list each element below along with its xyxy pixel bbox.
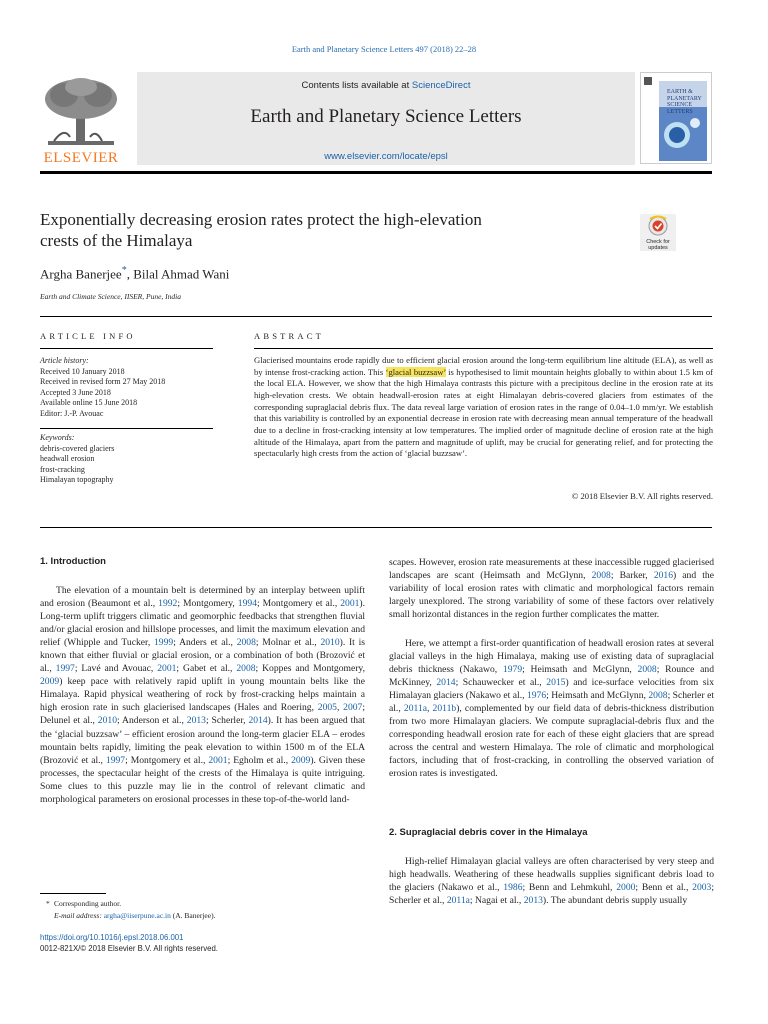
- email-owner: (A. Banerjee).: [170, 911, 216, 920]
- citation-year-link[interactable]: 2013: [186, 715, 206, 727]
- paragraph-text: ; Egholm et al.,: [227, 754, 292, 766]
- paragraph-text: ; Benn and Lehmkuhl,: [522, 882, 617, 894]
- paragraph-text: ; Barker,: [610, 570, 654, 582]
- article-history-label: Article history:: [40, 356, 89, 365]
- body-paragraph: [389, 556, 714, 621]
- contents-prefix: Contents lists available at: [301, 80, 412, 91]
- paragraph-text: ; Nagai et al.,: [469, 895, 524, 907]
- section-heading-introduction: 1. Introduction: [40, 556, 106, 567]
- paragraph-text: ). Given these processes, the spectacular height of the crests of the Himalaya is quite intriguing. Some clues to this puzzle may lie in the control of relevant climatic and morphological parameters on erosional processes in these top-of-the-world land-: [40, 754, 365, 805]
- citation-year-link[interactable]: 2013: [523, 895, 543, 907]
- elsevier-wordmark: ELSEVIER: [43, 150, 119, 166]
- citation-year-link[interactable]: 2005: [317, 702, 337, 714]
- journal-citation[interactable]: Earth and Planetary Science Letters 497 (2018) 22–28: [291, 44, 477, 54]
- paragraph-text: ), complemented by our field data of debris-thickness distribution from two more Himalayan glaciers. We compute supraglacial-debris flux and the corresponding headwall erosion rate for each of these eight glaciers that are spread across the central and western Himalaya. The role of climatic and morphological factors, including that of frost-cracking, in controlling the observed variation of erosion rates is investigated.: [389, 703, 715, 780]
- paragraph-text: The elevation of a mountain belt is determined by an interplay between uplift and erosion (: [40, 585, 365, 610]
- history-item: Available online 15 June 2018: [40, 398, 138, 407]
- keywords-label: Keywords:: [40, 433, 75, 442]
- paragraph-text: ; Delunel et al.,: [40, 702, 366, 727]
- keyword: headwall erosion: [40, 454, 95, 463]
- paragraph-text: ; Scherler et al.,: [389, 690, 714, 715]
- history-item: Accepted 3 June 2018: [40, 387, 111, 397]
- article-title: [40, 209, 600, 251]
- citation-year-link[interactable]: 2008: [236, 637, 256, 649]
- citation-year-link[interactable]: 1997: [105, 754, 126, 766]
- paragraph-text: ,: [336, 702, 344, 714]
- section-heading-supraglacial: 2. Supraglacial debris cover in the Himalaya: [389, 827, 588, 838]
- body-paragraph: [389, 637, 714, 781]
- author-name: Bilal Ahmad Wani: [133, 266, 230, 282]
- sciencedirect-link[interactable]: ScienceDirect: [411, 80, 471, 91]
- footnote-rule: [40, 893, 106, 894]
- paragraph-text: ; Gabet et al.,: [176, 663, 237, 675]
- body-rule: [40, 527, 712, 528]
- citation-year-link[interactable]: 2001: [340, 598, 360, 610]
- paragraph-text: ; Molnar et al.,: [255, 637, 321, 649]
- article-info-rule: [40, 348, 213, 349]
- paragraph-text: ; Scherler,: [205, 715, 249, 727]
- citation-year-link[interactable]: 1976: [526, 690, 547, 702]
- paragraph-text: ). It is known that either fluvial or glacial erosion, or a combination of both (Brozović et al.,: [40, 637, 365, 675]
- citation-year-link[interactable]: 1992: [158, 598, 178, 610]
- citation-year-link[interactable]: 2001: [208, 754, 228, 766]
- paragraph-text: ; Montgomery et al.,: [256, 598, 341, 610]
- footnote-text: Corresponding author.: [54, 899, 122, 908]
- keyword: Himalayan topography: [40, 475, 114, 484]
- paragraph-text: ; Benn et al.,: [635, 882, 693, 894]
- paragraph-text: ; Koppes and Montgomery,: [255, 663, 366, 675]
- citation-year-link[interactable]: 2008: [637, 664, 657, 676]
- paragraph-text: ; Rounce and McKinney,: [389, 664, 714, 689]
- citation-year-link[interactable]: 1997: [55, 663, 75, 675]
- citation-year-link[interactable]: 2008: [591, 570, 611, 582]
- highlighted-term[interactable]: ‘glacial buzzsaw’: [385, 366, 446, 377]
- paragraph-text: Here, we attempt a first-order quantification of headwall erosion rates at several glacial valleys in the high Himalaya, making use of existing data of supraglacial debris thickness (Nakawo,: [389, 638, 714, 676]
- journal-name: Earth and Planetary Science Letters: [250, 106, 522, 127]
- paragraph-text: ; Heimsath and McGlynn,: [546, 690, 649, 702]
- paragraph-text: ; Anderson et al.,: [116, 715, 187, 727]
- paragraph-text: ; Schauwecker et al.,: [455, 677, 547, 689]
- header-rule: [40, 171, 712, 174]
- footnote-email: [54, 911, 215, 920]
- paragraph-text: ) and the variability of local erosion rates with climatic and morphological factors remain largely unexplored. The strong variability of some of these factors over relatively small horizontal distances in the region further complicates the matter.: [389, 570, 714, 621]
- contents-line: [137, 80, 635, 91]
- check-for-updates-label: Check for updates: [640, 239, 676, 251]
- citation-year-link[interactable]: 2010: [320, 637, 340, 649]
- citation-year-link[interactable]: 1986: [503, 882, 523, 894]
- keywords-block: [40, 433, 114, 486]
- footnote-mark: *: [46, 899, 50, 908]
- citation-year-link[interactable]: 2007: [343, 702, 363, 714]
- issn-copyright: 0012-821X/© 2018 Elsevier B.V. All rights reserved.: [40, 944, 218, 953]
- citation-year-link[interactable]: 2011a: [403, 703, 427, 715]
- citation-year-link[interactable]: 2003: [692, 882, 712, 894]
- citation-year-link[interactable]: 2000: [616, 882, 636, 894]
- history-item: Received 10 January 2018: [40, 366, 125, 376]
- paragraph-text: ; Scherler et al.,: [389, 882, 714, 907]
- citation-year-link[interactable]: 2014: [436, 677, 456, 689]
- citation-year-link[interactable]: 2015: [546, 677, 566, 689]
- paragraph-text: ; Anders et al.,: [173, 637, 237, 649]
- citation-year-link[interactable]: 1999: [154, 637, 174, 649]
- citation-year-link[interactable]: 2010: [97, 715, 117, 727]
- citation-year-link[interactable]: 2009: [40, 676, 60, 688]
- article-title-line1: Exponentially decreasing erosion rates protect the high-elevation: [40, 210, 482, 229]
- keyword: debris-covered glaciers: [40, 443, 115, 453]
- citation-year-link[interactable]: 1979: [502, 664, 523, 676]
- citation-year-link[interactable]: 2008: [236, 663, 256, 675]
- citation-year-link[interactable]: 2009: [291, 754, 311, 766]
- citation-year-link[interactable]: 2001: [157, 663, 177, 675]
- footnote-corresponding: [40, 899, 121, 908]
- citation-year-link[interactable]: 2016: [653, 570, 673, 582]
- citation-year-link[interactable]: 1994: [237, 598, 257, 610]
- paragraph-text: ; Montgomery,: [177, 598, 238, 610]
- paragraph-text: ). Long-term uplift triggers climatic and geomorphic feedbacks that strengthen fluvial and/or glacial erosion and hillslope processes, and limit the maximum elevation and relief (Whipple and Tucker,: [40, 598, 365, 649]
- paragraph-text: ) and ice-surface velocities from six Himalayan glaciers (Nakawo et al.,: [389, 677, 714, 702]
- abstract-heading: ABSTRACT: [254, 331, 324, 341]
- author-list: [40, 265, 229, 282]
- article-title-line2: crests of the Himalaya: [40, 231, 193, 250]
- citation-year-link[interactable]: 2014: [248, 715, 268, 727]
- keywords-rule: [40, 428, 213, 429]
- doi-link[interactable]: https://doi.org/10.1016/j.epsl.2018.06.001: [40, 933, 184, 942]
- paragraph-text: ,: [426, 703, 433, 715]
- author-name: Argha Banerjee: [40, 266, 122, 282]
- abstract-part: Glacierised mountains erode rapidly due to efficient glacial erosion around the long-term equilibrium line altitude (ELA), as well as by intense frost-cracking action. This: [254, 355, 713, 377]
- paragraph-text: High-relief Himalayan glacial valleys are often characterised by very steep and high headwalls. Weathering of these headwalls supplies significant debris load to the glaciers (Nakawo et al.,: [389, 856, 714, 894]
- paragraph-text: ). The abundant debris supply usually: [542, 895, 688, 907]
- article-info-heading: ARTICLE INFO: [40, 331, 136, 341]
- intro-paragraph: [40, 584, 365, 806]
- author-email-link[interactable]: argha@iiserpune.ac.in: [103, 911, 171, 920]
- abstract-copyright: © 2018 Elsevier B.V. All rights reserved.: [571, 491, 713, 501]
- journal-cover[interactable]: [640, 72, 712, 164]
- abstract-text: [254, 355, 713, 460]
- journal-url-link[interactable]: www.elsevier.com/locate/epsl: [324, 151, 448, 162]
- author-separator: ,: [126, 266, 134, 282]
- paragraph-text: ) keep pace with relatively rapid uplift in young mountain belts like the Himalaya. Rapid physical weathering of rock by frost-cracking helps maintain a high erosion rate in such glacierised landscapes (Hales and Roering,: [40, 676, 365, 714]
- affiliation: Earth and Climate Science, IISER, Pune, India: [40, 292, 182, 301]
- paragraph-text: Beaumont et al.,: [91, 598, 159, 610]
- cover-title: EARTH & PLANETARY SCIENCE LETTERS: [667, 89, 702, 115]
- paragraph-text: ; Montgomery et al.,: [125, 754, 209, 766]
- paragraph-text: ; Heimsath and McGlynn,: [522, 664, 638, 676]
- paragraph-text: scapes. However, erosion rate measurements at these inaccessible rugged glacierised landscapes are scant (Heimsath and McGlynn,: [389, 557, 714, 582]
- paragraph-text: ). It has been argued that the ‘glacial buzzsaw’ – efficient erosion around the long-term glacier ELA – erodes mountain belts rapidly, limiting the peak elevation to within 1500 m of the ELA (Brozović et al.,: [40, 715, 365, 766]
- keyword: frost-cracking: [40, 464, 85, 474]
- history-item: Editor: J.-P. Avouac: [40, 408, 104, 418]
- abstract-part: is hypothesised to limit mountain heights globally to within about 1.5 km of the local ELA. However, we show that the high Himalaya contrasts this picture with a precipitous decline in the erosion rate at its high-elevation crests. We obtain headwall-erosion rates at eight Himalayan debris-covered glaciers from estimates of the corresponding supraglacial debris flux. The data reveal large variation of erosion rates in the range of 0.04–1.0 mm/yr. We establish that this variability is controlled by an exponential decrease in erosion rate with decreasing mean annual temperature of the headwall due to a decline in frost-cracking intensity at low temperatures. The implied order of magnitude decline of erosion rate at the high altitude of the Himalaya, apart from the pattern and magnitude of uplift, may be crucial for generating relief, and for protecting the spectacularly high crests from the action of ‘glacial buzzsaw’.: [254, 366, 714, 459]
- citation-year-link[interactable]: 2008: [648, 690, 668, 702]
- citation-year-link[interactable]: 2011b: [432, 703, 457, 715]
- email-label: E-mail address:: [54, 911, 104, 920]
- article-history: [40, 356, 165, 419]
- citation-year-link[interactable]: 2011a: [446, 895, 470, 907]
- section-rule: [40, 316, 712, 317]
- corresponding-author-mark[interactable]: *: [121, 265, 127, 276]
- check-for-updates-badge[interactable]: [640, 214, 676, 252]
- paragraph-text: ; Lavé and Avouac,: [74, 663, 158, 675]
- abstract-rule: [254, 348, 713, 349]
- history-item: Received in revised form 27 May 2018: [40, 377, 166, 386]
- body-paragraph: [389, 855, 714, 907]
